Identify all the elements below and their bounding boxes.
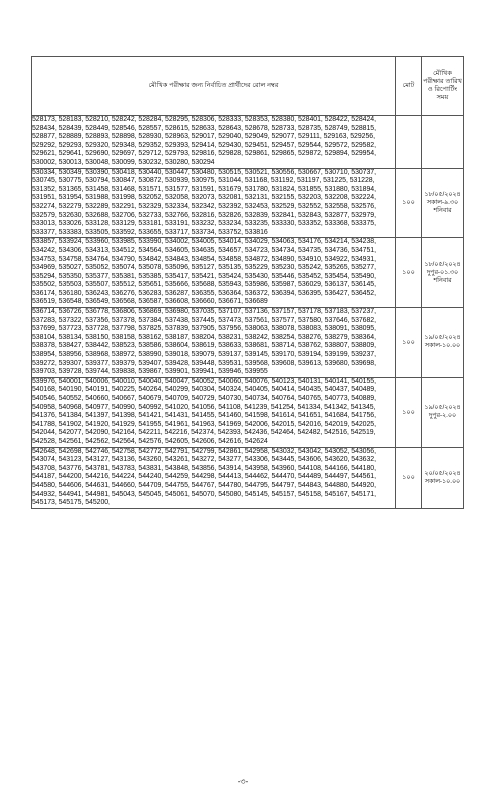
interview-date: ২০/০৫/২০২৪	[424, 469, 461, 477]
schedule-cell	[422, 168, 464, 238]
schedule-cell	[422, 238, 464, 308]
interview-date: ১৮/০৫/২০২৪	[424, 190, 461, 198]
reporting-time: সকাল-৯.৩০	[426, 198, 459, 206]
schedule-cell	[422, 308, 464, 378]
roll-numbers-cell: 536714, 536726, 536778, 536806, 536869, 536980, 537035, 537107, 537136, 537157, 537178, 537183, 537237, 537283, 537322, 537356, 537378, 537384, 537438, 537445, 537473, 537561, 537577, 537580, 537646, 537682, 537699, 537723, 537728, 537798, 537825, 537839, 537905, 537956, 538063, 538078, 538083, 538091, 538095, 538104, 538134, 538150, 538158, 538162, 538187, 538204, 538231, 538242, 538254, 538276, 538279, 538364, 538378, 538427, 538442, 538523, 538586, 538604, 538619, 538633, 538681, 538714, 538762, 538807, 538809, 538954, 538956, 538968, 538972, 538990, 539018, 539079, 539137, 539145, 539170, 539194, 539199, 539237, 539272, 539307, 539377, 539379, 539407, 539428, 539448, 539531, 539568, 539608, 539613, 539680, 539698, 539703, 539728, 539744, 539838, 539867, 539901, 539941, 539946, 539955	[32, 308, 396, 378]
total-cell: ১০০	[396, 308, 422, 378]
total-cell: ১০০	[396, 168, 422, 238]
interview-date: ১৯/০৫/২০২৪	[424, 334, 461, 342]
reporting-time: দুপুর-২.০০	[428, 412, 457, 420]
reporting-time: সকাল-১০.০০	[424, 342, 461, 350]
roll-numbers-cell: 528173, 528183, 528210, 528242, 528284, 528295, 528306, 528333, 528353, 528380, 528401, 528422, 528424, 528434, 528439, 528449, 528546, 528557, 528615, 528633, 528643, 528678, 528733, 528735, 528749, 528815, 528877, 528889, 528893, 528898, 528930, 528963, 529017, 529040, 529049, 529077, 529111, 529163, 529256, 529292, 529293, 529320, 529348, 529352, 529393, 529414, 529430, 529451, 529457, 529544, 529572, 529582, 529621, 529641, 529690, 529697, 529712, 529793, 529816, 529828, 529861, 529865, 529872, 529894, 529954, 530002, 530013, 530048, 530099, 530232, 530280, 530294	[32, 116, 396, 169]
reporting-time: দুপুর-০১.৩০	[426, 268, 459, 276]
table-row	[32, 116, 464, 169]
interview-schedule-table	[31, 56, 464, 509]
table-row	[32, 168, 464, 238]
weekday: শনিবার	[433, 206, 452, 214]
total-cell	[396, 116, 422, 169]
roll-numbers-cell: 539976, 540001, 540006, 540010, 540040, 540047, 540052, 540060, 540076, 540123, 540131, 540141, 540155, 540168, 540190, 540191, 540225, 540264, 540299, 540304, 540324, 540405, 540414, 540435, 540437, 540489, 540546, 540552, 540660, 540667, 540679, 540709, 540729, 540730, 540734, 540764, 540765, 540773, 540889, 540958, 540968, 540977, 540990, 540992, 541020, 541056, 541108, 541239, 541254, 541334, 541342, 541345, 541376, 541384, 541397, 541398, 541421, 541431, 541455, 541460, 541598, 541614, 541651, 541684, 541756, 541788, 541902, 541920, 541929, 541955, 541961, 541963, 541969, 542006, 542015, 542016, 542019, 542025, 542044, 542077, 542090, 542164, 542211, 542216, 542374, 542393, 542436, 542464, 542482, 542516, 542519, 542528, 542561, 542562, 542564, 542576, 542605, 542606, 542616, 542624	[32, 377, 396, 447]
total-cell: ১০০	[396, 377, 422, 447]
schedule-cell	[422, 116, 464, 169]
table-row	[32, 447, 464, 508]
table-row	[32, 377, 464, 447]
header-row	[32, 57, 464, 116]
table-row	[32, 238, 464, 308]
header-schedule: মৌখিক পরীক্ষার তারিখ ও রিপোর্টিং সময়	[422, 57, 464, 116]
roll-numbers-cell: 530334, 530349, 530390, 530418, 530440, 530447, 530480, 530515, 530521, 530556, 530667, 530710, 530737, 530745, 530775, 530794, 530847, 530872, 530939, 530975, 531044, 531168, 531192, 531197, 531225, 531228, 531352, 531365, 531458, 531468, 531571, 531577, 531591, 531679, 531780, 531824, 531855, 531880, 531894, 531951, 531954, 531988, 531998, 532052, 532058, 532073, 532081, 532131, 532155, 532203, 532208, 532224, 532274, 532279, 532289, 532291, 532329, 532334, 532342, 532392, 532453, 532529, 532552, 532558, 532576, 532579, 532630, 532688, 532706, 532733, 532766, 532816, 532826, 532839, 532841, 532843, 532877, 532979, 533013, 533026, 533128, 533129, 533181, 533191, 533232, 533234, 533235, 533330, 533352, 533368, 533375, 533377, 533383, 533505, 533592, 533655, 533717, 533734, 533752, 533816	[32, 168, 396, 238]
reporting-time: সকাল-১০.০০	[424, 477, 461, 485]
roll-numbers-cell: 542648, 542698, 542746, 542758, 542772, 542791, 542799, 542861, 542958, 543032, 543042, 543052, 543056, 543074, 543123, 543127, 543136, 543260, 543261, 543272, 543277, 543306, 543445, 543606, 543620, 543632, 543708, 543776, 543781, 543783, 543831, 543848, 543856, 543914, 543958, 543960, 544108, 544166, 544180, 544187, 544200, 544216, 544224, 544240, 544259, 544298, 544413, 544462, 544470, 544489, 544497, 544561, 544580, 544606, 544631, 544660, 544709, 544755, 544767, 544780, 544795, 544797, 544843, 544880, 544920, 544932, 544941, 544981, 545043, 545045, 545061, 545070, 545080, 545145, 545157, 545158, 545167, 545171, 545173, 545175, 545200,	[32, 447, 396, 508]
interview-date: ১৮/০৫/২০২৪	[424, 260, 461, 268]
schedule-cell	[422, 447, 464, 508]
weekday: শনিবার	[433, 276, 452, 284]
page-number: -৩-	[237, 777, 249, 786]
total-cell: ১০০	[396, 238, 422, 308]
schedule-cell	[422, 377, 464, 447]
total-cell: ১০০	[396, 447, 422, 508]
table-row	[32, 308, 464, 378]
roll-numbers-cell: 533857, 533924, 533960, 533985, 533990, 534002, 534005, 534014, 534029, 534063, 534176, 534214, 534238, 534242, 534306, 534313, 534512, 534564, 534605, 534635, 534657, 534723, 534734, 534735, 534736, 534751, 534753, 534758, 534764, 534790, 534842, 534843, 534854, 534858, 534872, 534890, 534910, 534922, 534931, 534969, 535027, 535052, 535074, 535078, 535096, 535127, 535135, 535229, 535230, 535242, 535265, 535277, 535294, 535350, 535377, 535381, 535385, 535417, 535421, 535424, 535430, 535446, 535452, 535454, 535490, 535502, 535503, 535507, 535512, 535651, 535666, 535688, 535943, 535986, 535987, 536029, 536137, 536145, 536174, 536180, 536243, 536276, 536283, 536287, 536355, 536364, 536372, 536394, 536395, 536427, 536452, 536519, 536548, 536549, 536568, 536587, 536608, 536660, 536671, 536689	[32, 238, 396, 308]
header-rolls: মৌখিক পরীক্ষার জন্য নির্বাচিত প্রার্থীদের রোল নম্বর	[32, 57, 396, 116]
header-total: মোট	[396, 57, 422, 116]
interview-date: ১৯/০৫/২০২৪	[424, 404, 461, 412]
